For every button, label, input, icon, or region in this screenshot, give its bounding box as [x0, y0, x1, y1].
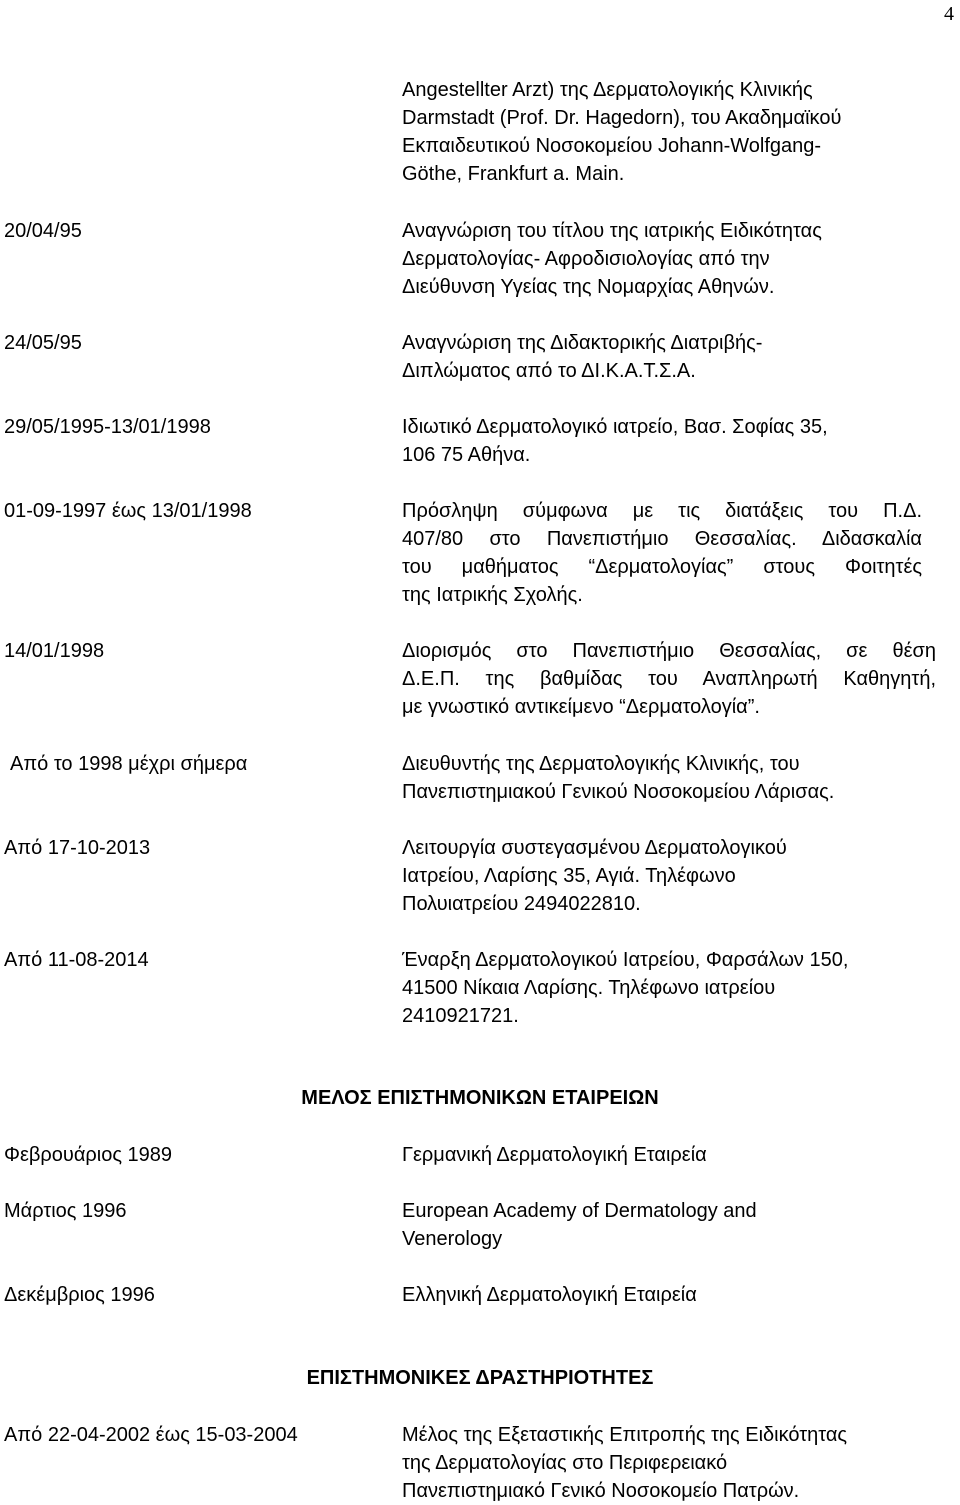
entry-text-line: European Academy of Dermatology and [402, 1200, 757, 1222]
entry-text-line: Μέλος της Εξεταστικής Επιτροπής της Ειδικότητας [402, 1424, 848, 1446]
entry-date: 29/05/1995-13/01/1998 [4, 416, 211, 438]
entry-date: Δεκέμβριος 1996 [4, 1284, 155, 1306]
entry-text-line: Venerology [402, 1228, 503, 1250]
entry-text-line: Εκπαιδευτικού Νοσοκομείου Johann-Wolfgang- [402, 135, 822, 157]
entry-date: Από 22-04-2002 έως 15-03-2004 [4, 1424, 298, 1446]
entry-text-line: Δ.Ε.Π. της βαθμίδας του Αναπληρωτή Καθηγητή, [402, 668, 936, 690]
entry-text-line: Λειτουργία συστεγασμένου Δερματολογικού [402, 837, 787, 859]
entry-text-line: Διευθυντής της Δερματολογικής Κλινικής, του [402, 753, 800, 775]
entry-text-line: Αναγνώριση του τίτλου της ιατρικής Ειδικότητας [402, 220, 822, 242]
entry-date: 01-09-1997 έως 13/01/1998 [4, 500, 252, 522]
entry-text-line: της Δερματολογίας στο Περιφερειακό [402, 1452, 728, 1474]
entry-date: Μάρτιος 1996 [4, 1200, 127, 1222]
entry-text-line: Darmstadt (Prof. Dr. Hagedorn), του Ακαδημαϊκού [402, 107, 842, 129]
entry-text-line: Διεύθυνση Υγείας της Νομαρχίας Αθηνών. [402, 276, 775, 298]
entry-text-line: Έναρξη Δερματολογικού Ιατρείου, Φαρσάλων 150, [402, 949, 849, 971]
entry-date: 14/01/1998 [4, 640, 105, 662]
entry-text-line: Πρόσληψη σύμφωνα με τις διατάξεις του Π.Δ. [402, 500, 922, 522]
entry-text-line: Γερμανική Δερματολογική Εταιρεία [402, 1144, 707, 1166]
entry-text-line: Πανεπιστημιακού Γενικού Νοσοκομείου Λάρισας. [402, 781, 835, 803]
entry-text-line: Göthe, Frankfurt a. Main. [402, 163, 625, 185]
entry-date: Από 17-10-2013 [4, 837, 151, 859]
entry-text-line: Ιδιωτικό Δερματολογικό ιατρείο, Βασ. Σοφίας 35, [402, 416, 828, 438]
entry-text-line: 2410921721. [402, 1005, 519, 1027]
entry-text-line: Ιατρείου, Λαρίσης 35, Αγιά. Τηλέφωνο [402, 865, 736, 887]
entry-date: 24/05/95 [4, 332, 82, 354]
entry-text-line: Πολυιατρείου 2494022810. [402, 893, 641, 915]
entry-text-line: 106 75 Αθήνα. [402, 444, 531, 466]
entry-text-line: Διορισμός στο Πανεπιστήμιο Θεσσαλίας, σε θέση [402, 640, 936, 662]
entry-text-line: Αναγνώριση της Διδακτορικής Διατριβής- [402, 332, 763, 354]
entry-date: 20/04/95 [4, 220, 82, 242]
entry-text-line: 41500 Νίκαια Λαρίσης. Τηλέφωνο ιατρείου [402, 977, 776, 999]
entry-date: Από 11-08-2014 [4, 949, 149, 971]
entry-text-line: Διπλώματος από το ΔΙ.Κ.Α.Τ.Σ.Α. [402, 360, 696, 382]
entry-text-line: Πανεπιστημιακό Γενικό Νοσοκομείο Πατρών. [402, 1480, 800, 1502]
section-heading: ΜΕΛΟΣ ΕΠΙΣΤΗΜΟΝΙΚΩΝ ΕΤΑΙΡΕΙΩΝ [301, 1087, 659, 1109]
entry-text-line: με γνωστικό αντικείμενο “Δερματολογία”. [402, 696, 760, 718]
entry-date: Από το 1998 μέχρι σήμερα [10, 753, 248, 775]
section-heading: ΕΠΙΣΤΗΜΟΝΙΚΕΣ ΔΡΑΣΤΗΡΙΟΤΗΤΕΣ [306, 1367, 654, 1389]
entry-text-line: Δερματολογίας- Αφροδισιολογίας από την [402, 248, 770, 270]
entry-text-line: της Ιατρικής Σχολής. [402, 584, 583, 606]
entry-text-line: του μαθήματος “Δερματολογίας” στους Φοιτητές [402, 556, 922, 578]
entry-text-line: Angestellter Arzt) της Δερματολογικής Κλινικής [402, 79, 813, 101]
entry-date: Φεβρουάριος 1989 [4, 1144, 173, 1166]
page-number: 4 [944, 3, 954, 25]
entry-text-line: Ελληνική Δερματολογική Εταιρεία [402, 1284, 697, 1306]
entry-text-line: 407/80 στο Πανεπιστήμιο Θεσσαλίας. Διδασκαλία [402, 528, 922, 550]
